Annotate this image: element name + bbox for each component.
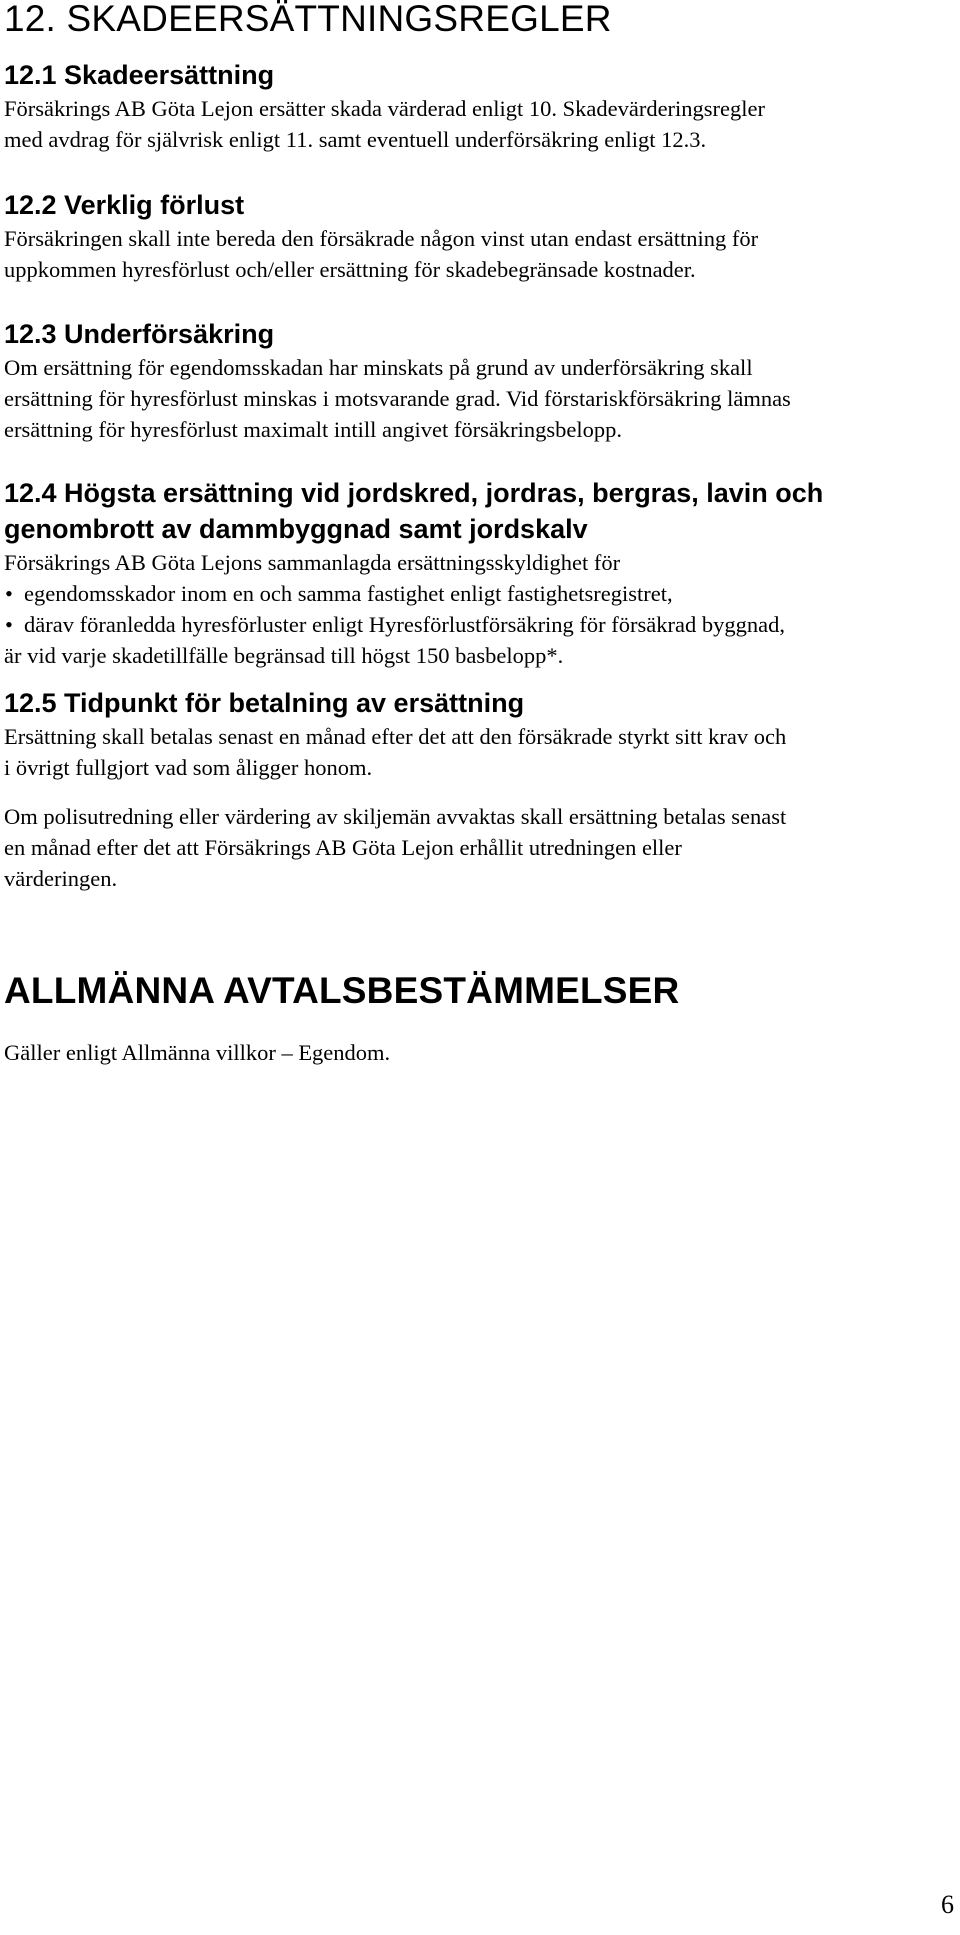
text-line: Gäller enligt Allmänna villkor – Egendom. — [4, 1040, 391, 1065]
text-line: med avdrag för självrisk enligt 11. samt eventuell underförsäkring enligt 12.3. — [4, 127, 707, 152]
section-heading: 12.1 Skadeersättning — [4, 60, 275, 90]
text-line: uppkommen hyresförlust och/eller ersättning för skadebegränsade kostnader. — [4, 257, 696, 282]
general-terms — [4, 970, 954, 1068]
section-12-2 — [4, 187, 954, 285]
text-line: i övrigt fullgjort vad som åligger honom. — [4, 755, 373, 780]
section-outro — [4, 640, 954, 671]
general-terms-heading: ALLMÄNNA AVTALSBESTÄMMELSER — [4, 970, 680, 1011]
bullet-list — [4, 578, 954, 640]
text-line: ersättning för hyresförlust minskas i motsvarande grad. Vid förstariskförsäkring lämnas — [4, 386, 791, 411]
section-12-4 — [4, 475, 954, 671]
text-line: värderingen. — [4, 866, 118, 891]
section-12-1 — [4, 57, 954, 155]
list-item — [4, 578, 954, 609]
text-line: Ersättning skall betalas senast en månad efter det att den försäkrade styrkt sitt krav och — [4, 724, 787, 749]
text-line: Försäkrings AB Göta Lejons sammanlagda ersättningsskyldighet för — [4, 550, 621, 575]
section-body — [4, 352, 954, 445]
list-item-text: egendomsskador inom en och samma fastighet enligt fastighetsregistret, — [24, 581, 673, 606]
text-line: Försäkrings AB Göta Lejon ersätter skada värderad enligt 10. Skadevärderingsregler — [4, 96, 766, 121]
text-line: Om polisutredning eller värdering av skiljemän avvaktas skall ersättning betalas senast — [4, 804, 787, 829]
text-line: en månad efter det att Försäkrings AB Göta Lejon erhållit utredningen eller — [4, 835, 682, 860]
bullet-icon: • — [5, 612, 13, 637]
heading-line: 12.4 Högsta ersättning vid jordskred, jordras, bergras, lavin och — [4, 478, 824, 508]
text-line: Om ersättning för egendomsskadan har minskats på grund av underförsäkring skall — [4, 355, 753, 380]
section-intro — [4, 547, 954, 578]
section-12-3 — [4, 316, 954, 445]
section-heading — [4, 475, 954, 547]
page-number: 6 — [941, 1890, 954, 1919]
heading-line: genombrott av dammbyggnad samt jordskalv — [4, 514, 588, 544]
section-paragraph — [4, 801, 954, 894]
list-item-text: därav föranledda hyresförluster enligt Hyresförlustförsäkring för försäkrad byggnad, — [24, 612, 785, 637]
section-heading: 12.3 Underförsäkring — [4, 319, 275, 349]
section-12-5 — [4, 685, 954, 894]
bullet-icon: • — [5, 581, 13, 606]
section-body — [4, 93, 954, 155]
text-line: ersättning för hyresförlust maximalt intill angivet försäkringsbelopp. — [4, 417, 622, 442]
chapter-title: 12. SKADEERSÄTTNINGSREGLER — [4, 0, 612, 39]
section-body — [4, 223, 954, 285]
text-line: är vid varje skadetillfälle begränsad till högst 150 basbelopp*. — [4, 643, 564, 668]
list-item — [4, 609, 954, 640]
general-terms-text — [4, 1037, 954, 1068]
text-line: Försäkringen skall inte bereda den försäkrade någon vinst utan endast ersättning för — [4, 226, 759, 251]
section-heading: 12.2 Verklig förlust — [4, 190, 245, 220]
section-paragraph — [4, 721, 954, 783]
section-heading: 12.5 Tidpunkt för betalning av ersättning — [4, 688, 525, 718]
